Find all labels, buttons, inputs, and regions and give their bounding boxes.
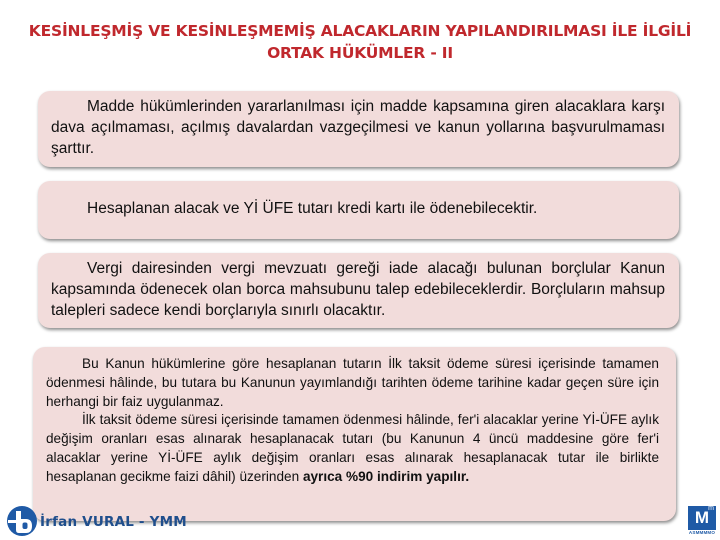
discount-highlight: ayrıca %90 indirim yapılır. — [302, 468, 470, 484]
paragraph-2-text: İlk taksit ödeme süresi içerisinde tamamen ödenmesi hâlinde, fer'i alacaklar yerine Yİ-ÜFE aylık değişim oranları esas alınarak hesaplanacak tutarı (bu Kanunun 4 üncü maddesine göre fer'i alacaklar yerine Yİ-ÜFE aylık değişim oranları esas alınarak hesaplanacak tutar ile birlikte hesaplanan gecikme faizi dâhil) üzerinden — [46, 412, 659, 484]
firm-name: İrfan VURAL - YMM — [40, 514, 187, 530]
title-line-2: ORTAK HÜKÜMLER - II — [267, 44, 453, 62]
info-box-lawsuit-condition — [38, 91, 679, 167]
association-logo-icon — [688, 506, 716, 536]
info-box-paragraph-1: Bu Kanun hükümlerine göre hesaplanan tutarın İlk taksit ödeme süresi içerisinde tamamen ödenmesi hâlinde, bu tutara bu Kanunun yayımlandığı tarihten ödeme tarihine kadar geçen süre için herhangi bir faiz uygulanmaz. — [46, 356, 659, 409]
logo-sup: m — [708, 505, 714, 512]
page-title — [20, 20, 700, 64]
info-box-paragraph-2 — [46, 411, 659, 486]
title-line-1: KESİNLEŞMİŞ VE KESİNLEŞMEMİŞ ALACAKLARIN YAPILANDIRILMASI İLE İLGİLİ — [28, 22, 692, 40]
logo-caption: ASMMMMO — [688, 530, 716, 535]
info-box-first-installment — [33, 347, 676, 521]
info-box-text: Vergi dairesinden vergi mevzuatı gereği iade alacağı bulunan borçlular Kanun kapsamında ödenecek olan borca mahsubunu talep edebileceklerdir. Borçluların mahsup talepleri sadece kendi borçlarıyla sınırlı olacaktır. — [51, 260, 665, 319]
logo-letter: M — [694, 508, 710, 527]
info-box-text: Hesaplanan alacak ve Yİ ÜFE tutarı kredi kartı ile ödenebilecektir. — [87, 200, 538, 217]
info-box-text: Madde hükümlerinden yararlanılması için madde kapsamına giren alacaklara karşı dava açılmaması, açılmış davalardan vazgeçilmesi ve kanun yollarına başvurulmaması şarttır. — [51, 98, 665, 157]
firm-logo-icon — [2, 500, 42, 540]
info-box-credit-card — [38, 181, 679, 239]
info-box-refund-offset — [38, 253, 679, 328]
